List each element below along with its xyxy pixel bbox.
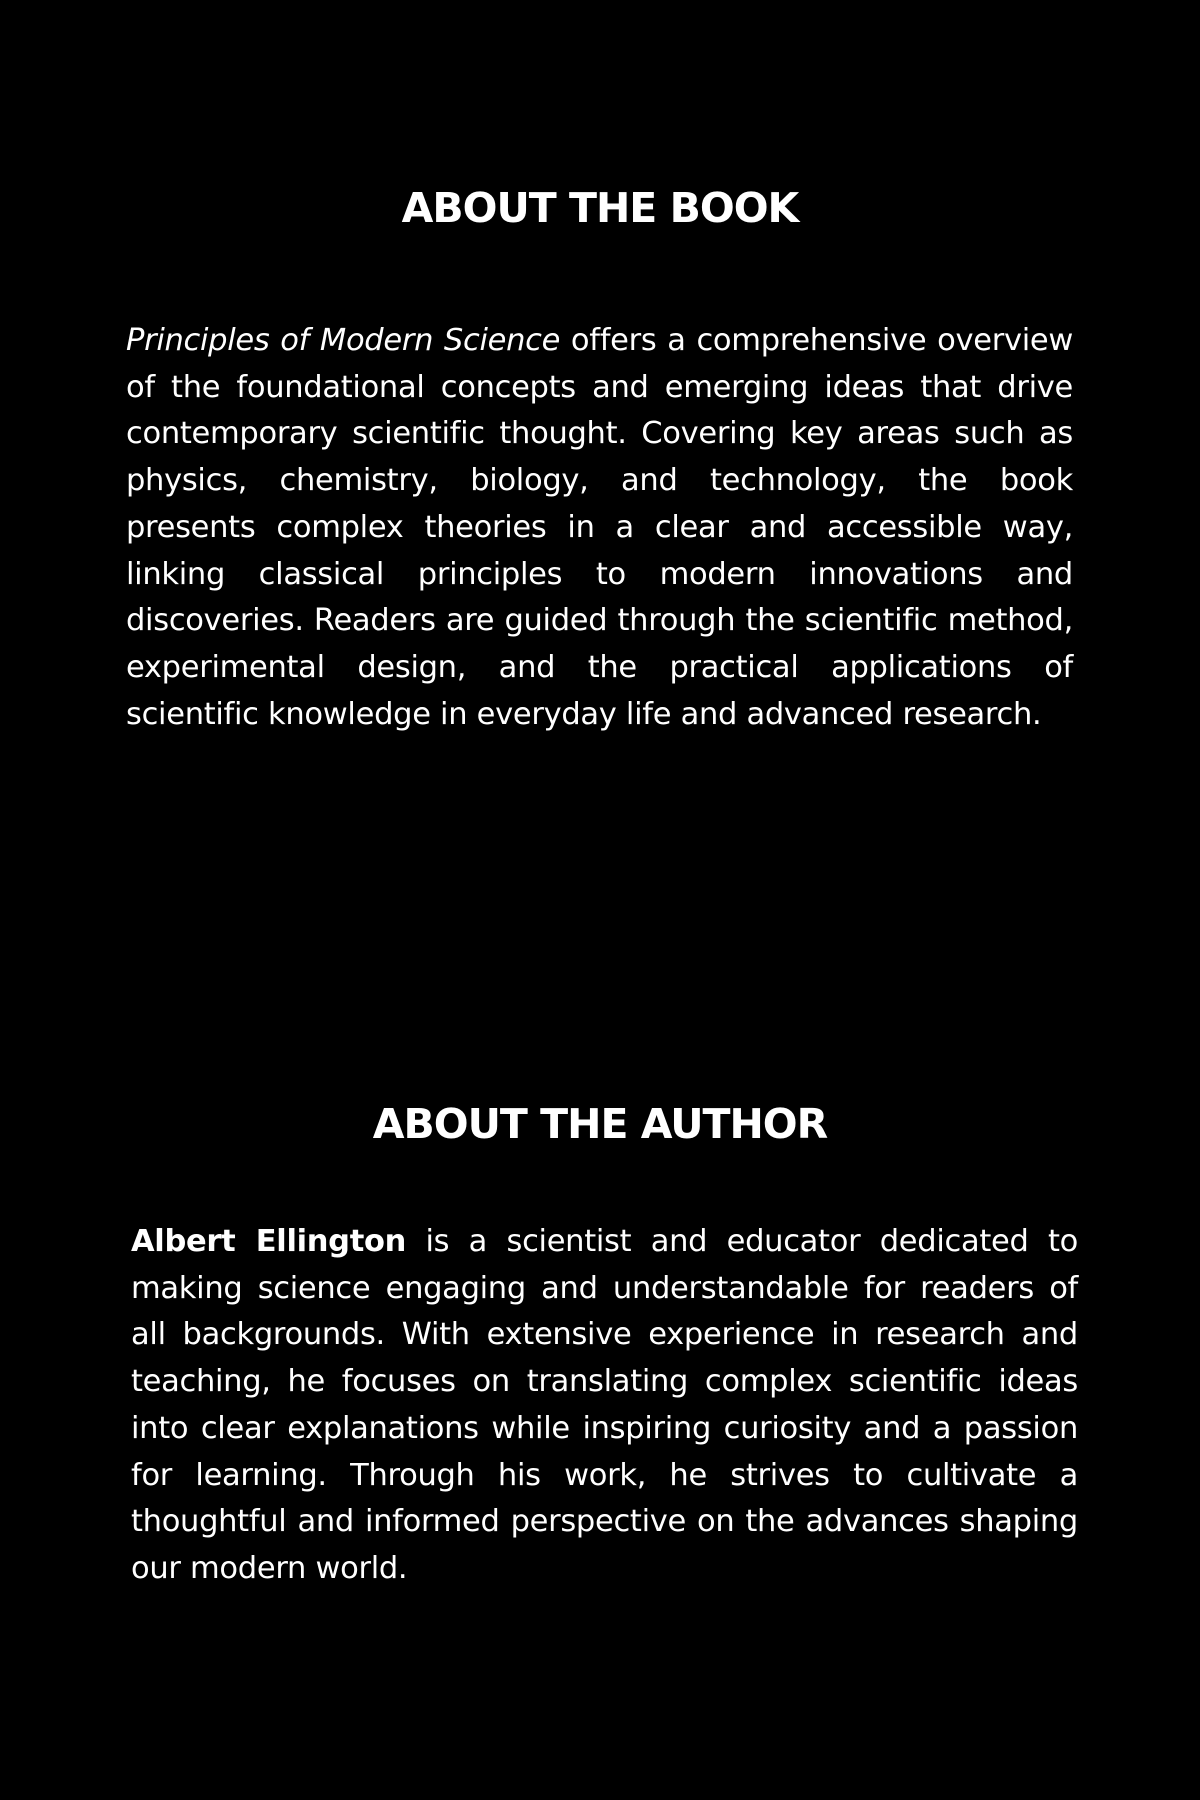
about-book-paragraph — [126, 318, 1073, 738]
author-bio: is a scientist and educator dedicated to making science engaging and understandable for readers of all backgrounds. With extensive experience in research and teaching, he focuses on translating complex scientific ideas into clear explanations while inspiring curiosity and a passion for learning. Through his work, he strives to cultivate a thoughtful and informed perspective on the advances shaping our modern world. — [131, 1224, 1078, 1586]
about-author-paragraph — [131, 1219, 1078, 1593]
about-author-heading: ABOUT THE AUTHOR — [372, 1100, 828, 1148]
author-name: Albert Ellington — [131, 1224, 407, 1259]
book-title: Principles of Modern Science — [126, 323, 561, 358]
book-description: offers a comprehensive overview of the foundational concepts and emerging ideas that drive contemporary scientific thought. Covering key areas such as physics, chemistry, biology, and technology, the book presents complex theories in a clear and accessible way, linking classical principles to modern innovations and discoveries. Readers are guided through the scientific method, experimental design, and the practical applications of scientific knowledge in everyday life and advanced research. — [126, 323, 1073, 732]
about-book-heading: ABOUT THE BOOK — [401, 184, 799, 232]
